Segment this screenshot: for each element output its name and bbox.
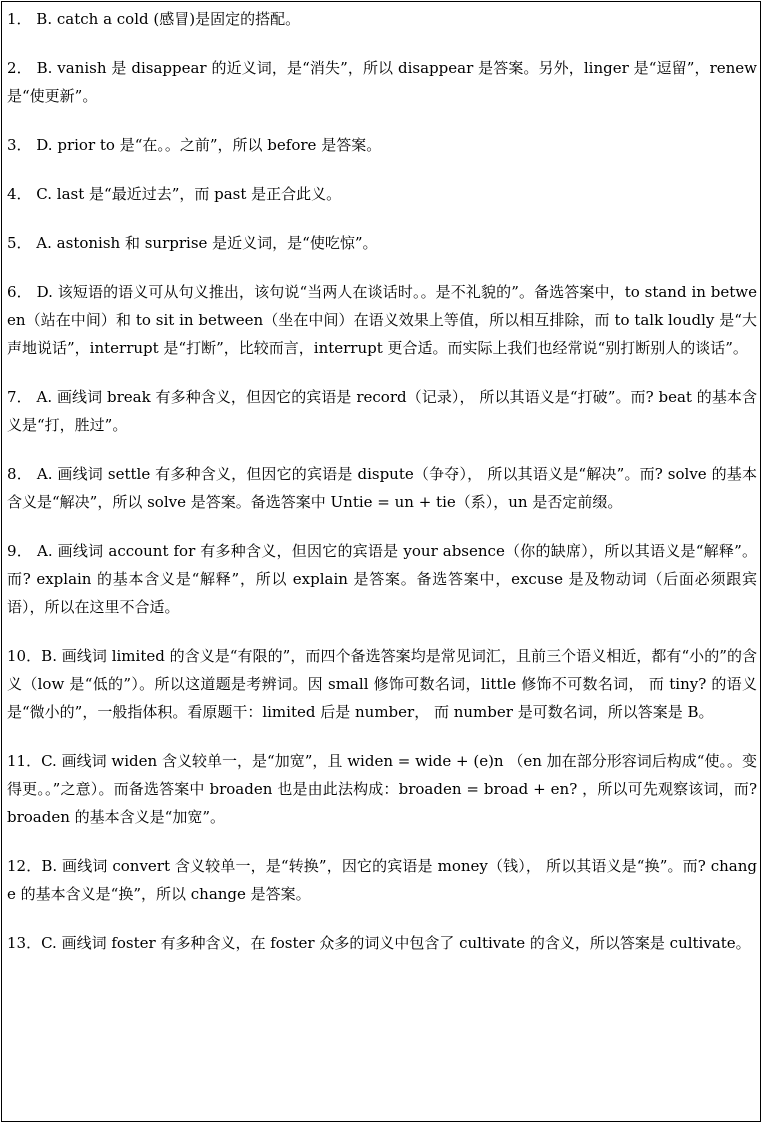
answer-item-7: 7． A. 画线词 break 有多种含义，但因它的宾语是 record（记录）， 所以其语义是“打破”。而? beat 的基本含义是“打，胜过”。 xyxy=(7,388,757,434)
answer-item-4: 4． C. last 是“最近过去”，而 past 是正合此义。 xyxy=(7,185,342,203)
answer-item-2: 2． B. vanish 是 disappear 的近义词，是“消失”，所以 disappear 是答案。另外，linger 是“逗留”，renew 是“使更新”。 xyxy=(7,59,757,105)
answer-item-8: 8． A. 画线词 settle 有多种含义，但因它的宾语是 dispute（争夺）， 所以其语义是“解决”。而? solve 的基本含义是“解决”，所以 solve 是答案。备选答案中 Untie = un + tie（系），un 是否定前缀。 xyxy=(7,465,757,511)
answer-item-12: 12．B. 画线词 convert 含义较单一，是“转换”，因它的宾语是 money（钱）， 所以其语义是“换”。而? change 的基本含义是“换”，所以 change 是答案。 xyxy=(7,857,757,903)
answer-item-11: 11．C. 画线词 widen 含义较单一，是“加宽”，且 widen = wide + (e)n （en 加在部分形容词后构成“使。。变得更。。”之意）。而备选答案中 broaden 也是由此法构成：broaden = broad + en? ，所以可先观察该词，而? broaden 的基本含义是“加宽”。 xyxy=(7,752,757,826)
answer-list xyxy=(7,5,757,978)
answer-item-10: 10．B. 画线词 limited 的含义是“有限的”，而四个备选答案均是常见词汇，且前三个语义相近，都有“小的”的含义（low 是“低的”）。所以这道题是考辨词。因 small 修饰可数名词，little 修饰不可数名词， 而 tiny? 的语义是“微小的”，一般指体积。看原题干：limited 后是 number， 而 number 是可数名词，所以答案是 B。 xyxy=(7,647,757,721)
answer-item-6: 6． D. 该短语的语义可从句义推出，该句说“当两人在谈话时。。是不礼貌的”。备选答案中，to stand in between（站在中间）和 to sit in between（坐在中间）在语义效果上等值，所以相互排除，而 to talk loudly 是“大声地说话”，interrupt 是“打断”，比较而言，interrupt 更合适。而实际上我们也经常说“别打断别人的谈话”。 xyxy=(7,283,757,357)
answer-item-13: 13．C. 画线词 foster 有多种含义，在 foster 众多的词义中包含了 cultivate 的含义，所以答案是 cultivate。 xyxy=(7,934,751,952)
answer-item-3: 3． D. prior to 是“在。。之前”，所以 before 是答案。 xyxy=(7,136,382,154)
answer-item-5: 5． A. astonish 和 surprise 是近义词，是“使吃惊”。 xyxy=(7,234,378,252)
answer-item-9: 9． A. 画线词 account for 有多种含义，但因它的宾语是 your absence（你的缺席），所以其语义是“解释”。 而? explain 的基本含义是“解释”，所以 explain 是答案。备选答案中，excuse 是及物动词（后面必须跟宾语），所以在这里不合适。 xyxy=(7,542,757,616)
answer-item-1: 1． B. catch a cold (感冒)是固定的搭配。 xyxy=(7,10,301,28)
